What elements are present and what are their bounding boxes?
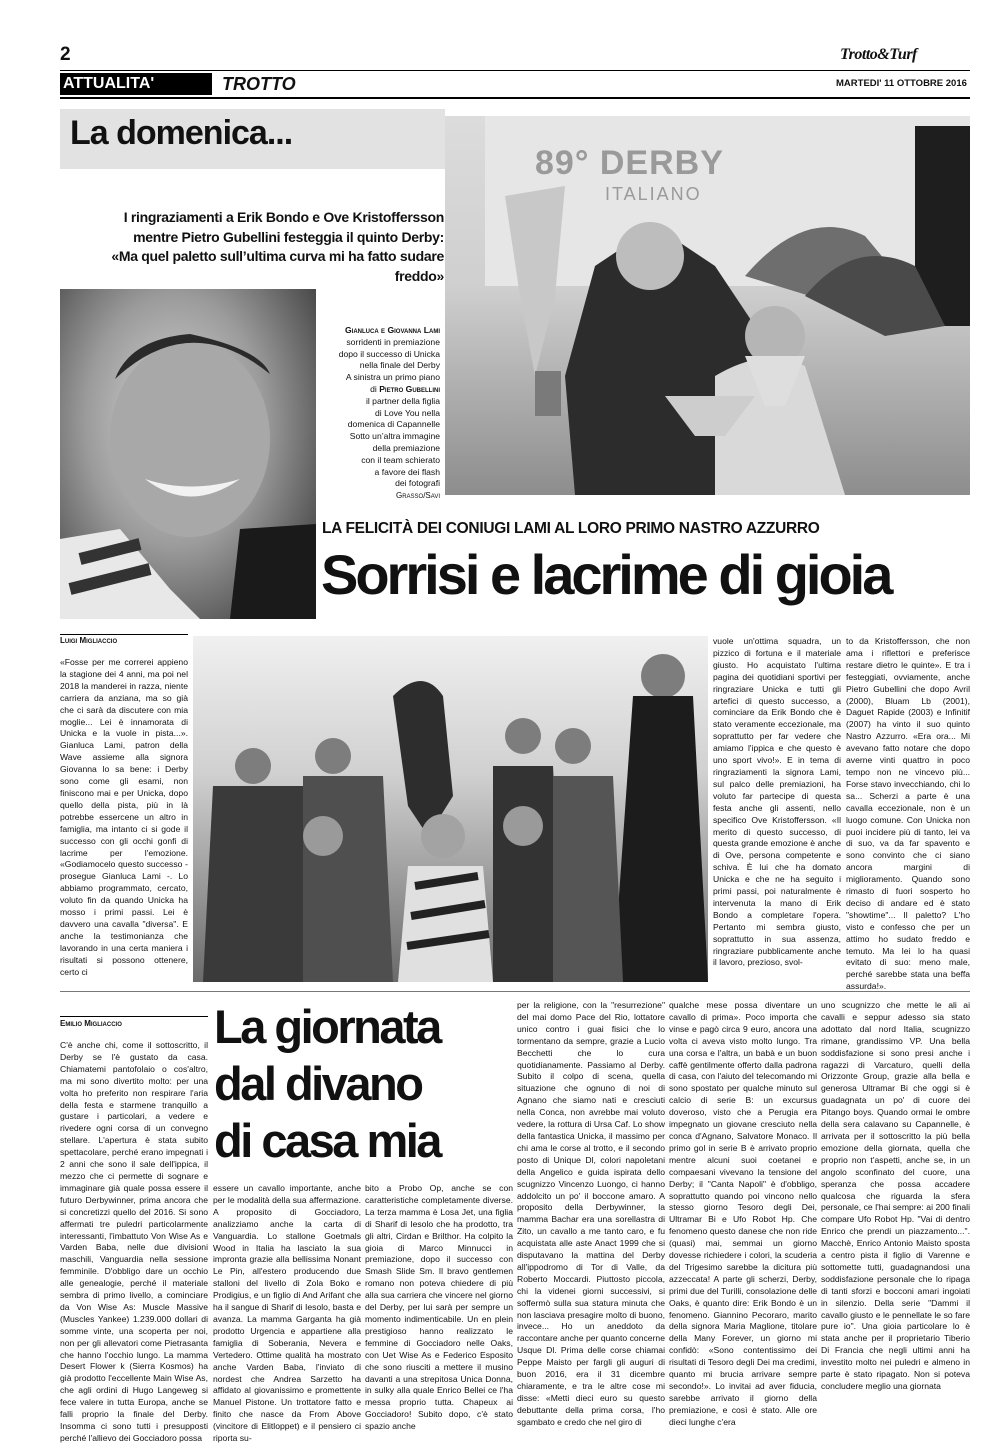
top-column-1: «Fosse per me correrei appieno la stagione dei 4 anni, ma poi nel 2018 la manderei in razza, niente carriera da anziana, ma so già che ci sarà da discutere con mia moglie... Lei è innamorata di Unicka e la vuole in pista...». Gianluca Lami, patron della Wave assieme alla signora Giovanna lo sa bene: i Derby sono come gli esami, non finiscono mai e per Unicka, dopo quello della pista, più in là potrebbe essercene un altro in famiglia, ma intanto ci si gode il successo con gli occhi gonfi di lacrime per l'emozione. «Godiamocelo questo successo - prosegue Gianluca Lami -. Lo abbiamo programmato, cercato, voluto fin da quando Unicka ha mosso i primi passi. Lei è davvero una cavalla "diversa". E anche la testimonianza che lavorando in una certa maniera i risultati si possono ottenere, certo ci (60, 657, 188, 977)
bottom-column-6: uno scugnizzo che mette le ali ai cavalli e seppur adesso sia stato adottato dal nord Italia, scugnizzo rimane, grandissimo VP. Una bella soddisfazione si sono presi anche i ragazzi di Varcaturo, quelli della Orizzonte Group, grazie alla bella e generosa Ultramar Bi che oggi si è guadagnata un po' di cuore dei Pitango boys. Quando ormai le ombre della sera calavano su Capannelle, è arrivata per il sottoscritto la più bella emozione della giornata, quella che proprio non t'aspetti, anche se, in un angolo sconfinato del cuore, una speranza che possa accadere qualcosa che riguarda la sfera personale, ce l'hai sempre: ai 200 finali compare Ufo Robot Hp. "Vai di dentro Enrico che prendi un piazzamento...". Macchè, Enrico Antonio Maisto sposta a centro pista il figlio di Varenne e sottomette tutti, guadagnandosi una soddisfazione personale che lo ripaga di tanti sforzi e bocconi amari ingoiati in silenzio. Della serie "Dammi il cavallo giusto e le pennellate le so fare pure io". Una gioia particolare lo è stata anche per il proprietario Tiberio Di Francia che negli ultimi anni ha investito molto nei puledri e almeno in parte è stato ripagato. Non si poteva concludere meglio una giornata (821, 1000, 970, 1391)
caption-line: A sinistra un primo piano (345, 372, 440, 383)
header-rule (60, 70, 970, 71)
celebration-photo (193, 636, 708, 982)
story-kicker: La domenica... (70, 114, 293, 152)
top-column-3: to da Kristoffersson, che non ama i riflettori e preferisce restare dietro le quinte». E tra i festeggiati, ovviamente, anche Pietro Gubellini che dopo Avril (2000), Bluam Lb (2001), Daguet Rapide (2003) e Infinitif (2007) ha vinto il suo quinto Nastro Azzurro. «Era ora... Mi avevano fatto notare che dopo averne vinti quattro in poco tempo non ne vincevo più... Forse stavo invecchiando, chi lo sa... Scherzi a parte è una cavalla eccezionale, non è un luogo comune. Con Unicka non puoi incidere più di tanto, lei va di suo, va da far spavento e sono convinto che ci siano ancora margini di miglioramento. Quando sono rimasto di fuori sosperto ho deciso di andare ed è stato "showtime"... Il paletto? L'ho visto e confesso che per un attimo ho sudato freddo e temuto. Ma lei lo ha quasi evitato di suo: meno male, perché sarebbe stata una beffa assurda!». (846, 636, 970, 992)
story-overline: LA FELICITÀ DEI CONIUGI LAMI AL LORO PRIMO NASTRO AZZURRO (322, 520, 820, 537)
deck-line: «Ma quel paletto sull’ultima curva mi ha fatto sudare freddo» (111, 248, 444, 284)
caption-line: di Love You nella (375, 407, 440, 418)
byline: Luigi Migliaccio (60, 636, 118, 645)
top-column-2: vuole un'ottima squadra, un pizzico di fortuna e il materiale giusto. Ho acquistato l'ultima pagina dei quotidiani sportivi per ringraziare Unicka e tutti gli artefici di questo successo, a cominciare da Erik Bondo che è stato veramente eccezionale, ma soprattutto per far vedere che amiamo l'ippica e che questo è uno sport vivo!». E in tema di ringraziamenti la signora Lami, sul palco delle premiazioni, ha voluto far partecipe di questa festa anche gli assenti, nello specifico Ove Kristoffersson. «Il merito di questo successo, di questa grande emozione è anche di Ove, persona competente e schiva. È lui che ha domato Unicka e che ne ha seguito i primi passi, poi naturalmente è intervenuta la mano di Erik Bondo a completare l'opera. Pertanto mi sembra giusto, soprattutto in sua assenza, ringraziare pubblicamente anche il lavoro, prezioso, svol- (713, 636, 841, 968)
section-divider (60, 991, 970, 992)
caption-line: a favore dei flash (374, 466, 440, 477)
caption-line: nella finale del Derby (359, 360, 440, 371)
caption-line: con il team schierato (361, 454, 440, 465)
headline-line: dal divano (214, 1057, 422, 1110)
bottom-column-2: essere un cavallo importante, anche per le modalità della sua affermazione. A proposito di Gocciadoro, analizziamo anche la carta di Vanguardia. Lo stallone Goetmals Wood in Italia ha lasciato la sua impronta grazie alla bellissima Nonant Le Pin, all'estero producendo due stalloni del livello di Zola Boko e Prodigius, e un figlio di And Arifant che ha il sangue di Sharif di Iesolo, basta e avanza. La mamma Garganta ha già prodotto Urgencia e appartiene alla famiglia di Soberania, Nevera e Vertedero. Ottime qualità ha mostrato anche Varden Baba, l'inviato di nordest che Andrea Sarzetto ha affidato al giovanissimo e promettente Manuel Pistone. Un trottatore fatto e finito che nasce da From Above (vincitore di Elitloppet) e il pensiero ci riporta su- (213, 1183, 361, 1444)
caption-line: sorridenti in premiazione (346, 336, 440, 347)
caption-line: dopo il successo di Unicka (338, 348, 440, 359)
deck-line: mentre Pietro Gubellini festeggia il quinto Derby: (133, 228, 444, 245)
headline-line: La giornata (214, 1000, 440, 1053)
bottom-column-1: C'è anche chi, come il sottoscritto, il Derby se l'è gustato da casa. Chiamatemi pantofolaio o cos'altro, ma mi sono divertito molto: per una volta ho preferito non respirare l'aria della festa e starmene tranquillo a gustare i particolari, a vedere e rivedere ogni corsa di un convegno stellare. L'apertura è stata subito spettacolare, perché erano impegnati i 2 anni che sono il sale dell'ippica, il mezzo che ci permette di sognare e immaginare già quale possa essere il futuro Derbywinner, prima ancora che si concretizzi quello del 2016. Si sono affermati tre puledri particolarmente interessanti, l'imbattuto Von Wise As e Varden Baba, nelle due divisioni maschili, Vanguardia nella sessione femminile. D'obbligo dare un occhio alle genealogie, perché il materiale sembra di primo livello, a cominciare da Von Wise As: Muscle Massive (Muscles Yankee) 1.239.000 dollari di somme vinte, una scoperta per noi, non per gli allevatori come Pietrasanta che hanno l'occhio lungo. La mamma Desert Flower k (Sierra Kosmos) ha già prodotto l'eccellente Main Wise As, che agli ordini di Hugo Langeweg si fece valere in tutta Europa, anche se falli proprio la finale del Derby. Insomma ci sono tutti i presupposti perché l'allievo dei Gocciadoro possa (60, 1040, 208, 1443)
caption-line: dei fotografi (395, 478, 440, 489)
byline-rule (60, 634, 188, 635)
caption-line: il partner della figlia (365, 395, 440, 406)
page-number: 2 (60, 44, 71, 65)
issue-date: MARTEDI' 11 OTTOBRE 2016 (836, 78, 967, 89)
bottom-column-3: bito a Probo Op, anche se con caratteristiche completamente diverse. La terza mamma è Losa Jet, una figlia di Sharif di Iesolo che ha prodotto, tra gli altri, Cirdan e Brilthor. Ha colpito la gioia di Marco Minnucci in premiazione, dopo il successo con Smash Slide Sm. Il bravo gentlemen romano non poteva chiedere di più alla sua carriera che vincere nel giorno del Derby, per lui sarà per sempre un momento indimenticabile. Un en plein prestigioso hanno realizzato le femmine di Gocciadoro nelle Oaks, con Uet Wise As e Federico Esposito che sono riusciti a mettere il musino davanti a una strepitosa Unica Donna, in sulky alla quale Enrico Bellei ce l'ha messa proprio tutta. Chapeux ai Gocciadoro! Subito dopo, c'è stato spazio anche (365, 1183, 513, 1432)
caption-di: di (370, 383, 377, 394)
banner-derby: 89° DERBY (535, 144, 724, 182)
photo-caption (318, 325, 440, 502)
podium-photo (445, 116, 970, 495)
story-headline: Sorrisi e lacrime di gioia (321, 543, 891, 606)
caption-name2: Pietro Gubellini (379, 383, 440, 394)
caption-line: Sotto un’altra immagine (349, 431, 440, 442)
photo-credit: Grasso/Savi (395, 491, 440, 501)
byline-rule-2 (60, 1016, 208, 1017)
byline-2: Emilio Migliaccio (60, 1019, 122, 1028)
bottom-column-5: qualche mese possa diventare un cavallo di prima». Poco importa che vinse e pagò circa 9 euro, ancora una volta ci aveva visto molto lungo. Tra una corsa e l'altra, un babà e un buon caffè gentilmente offerto dalla padrona di casa, con l'aiuto del telecomando mi sono spostato per qualche minuto sul calcio di serie B: un excursus doveroso, visto che a Perugia era impegnato un giovane cresciuto nella conca d'Agnano, Salvatore Monaco. Il primo gol in serie B è arrivato proprio mentre alcuni suoi coetanei e compaesani vivevano la tensione del Derby; il "Canta Napoli" è d'obbligo, soprattutto quando poi vincono nello stesso giorno Tesoro degli Dei, Ultramar Bi e Ufo Robot Hp. Che fenomeno questo danese che non ride (quasi) mai, semmai un giorno dovesse richiedere i colori, la scuderia del Trigesimo sarebbe la dicitura più azzeccata! A parte gli scherzi, Derby, primi due del Turilli, consolazione delle Oaks, è quanto dire: Erik Bondo è un fenomeno. Giannino Pecoraro, marito della signora Maria Maglione, titolare della Many Forever, un giorno mi confidò: «Sono contentissimo dei risultati di Tesoro degli Dei ma credimi, quanto mi brucia arrivare sempre secondo!». Lo invitai ad aver fiducia, sarebbe arrivato il giorno della premiazione, e così è stato. Alle ore dieci lunghe c'era (669, 1000, 817, 1427)
header-rule-bottom (60, 97, 970, 99)
section-label: ATTUALITA' (60, 73, 212, 95)
caption-line: della premiazione (372, 442, 440, 453)
caption-line: domenica di Capannelle (347, 419, 440, 430)
masthead-logo: Trotto&Turf (840, 46, 917, 63)
gubellini-portrait (60, 289, 316, 619)
bottom-column-4: per la religione, con la "resurrezione" del mai domo Pace del Rio, lottatore unico contro i guai fisici che lo tormentano da sempre, grazie a Lucio Becchetti che lo cura quotidianamente. Passiamo al Derby. Subito il colpo di scena, quella situazione che ognuno di noi di Agnano che siamo nati e cresciuti nella Conca, non avrebbe mai voluto vedere, la rottura di Ursa Caf. Lo show della fantastica Unicka, il massimo per chi ama le corse al trotto, e il secondo posto di Unique Dl, colori napoletani della Angelico e guida ispirata dello scugnizzo Vincenzo Luongo, ci hanno addolcito un po' il boccone amaro. A proposito della Derbywinner, la mamma Bachar era una sorellastra di Zito, un cavallo a me tanto caro, e fu acquistata alle aste Anact 1999 che si disputavano la mattina del Derby all'ippodromo di Tor di Valle, da Roberto Moccardi. Piuttosto piccola, chi la videnei giorni successivi, si soffermò sulla sua statura minuta che non lasciava presagire molto di buono, invece... Ho un aneddoto da raccontare anche per quanto concerne Usque Dl. Prima delle corse chiamai Peppe Maisto per fargli gli auguri di buon 2016, era il 31 dicembre chiaramente, e tra le altre cose mi disse: «Metti dieci euro su questo debuttante della prima corsa, l'ho sgambato e credo che nel giro di (517, 1000, 665, 1427)
deck-line: I ringraziamenti a Erik Bondo e Ove Kristoffersson (123, 209, 444, 225)
headline-line: di casa mia (214, 1114, 440, 1167)
subsection-label: TROTTO (222, 74, 296, 94)
story-deck (60, 208, 444, 286)
bottom-headline (214, 998, 514, 1169)
caption-names: Gianluca e Giovanna Lami (344, 325, 440, 335)
banner-italiano: ITALIANO (605, 184, 702, 204)
